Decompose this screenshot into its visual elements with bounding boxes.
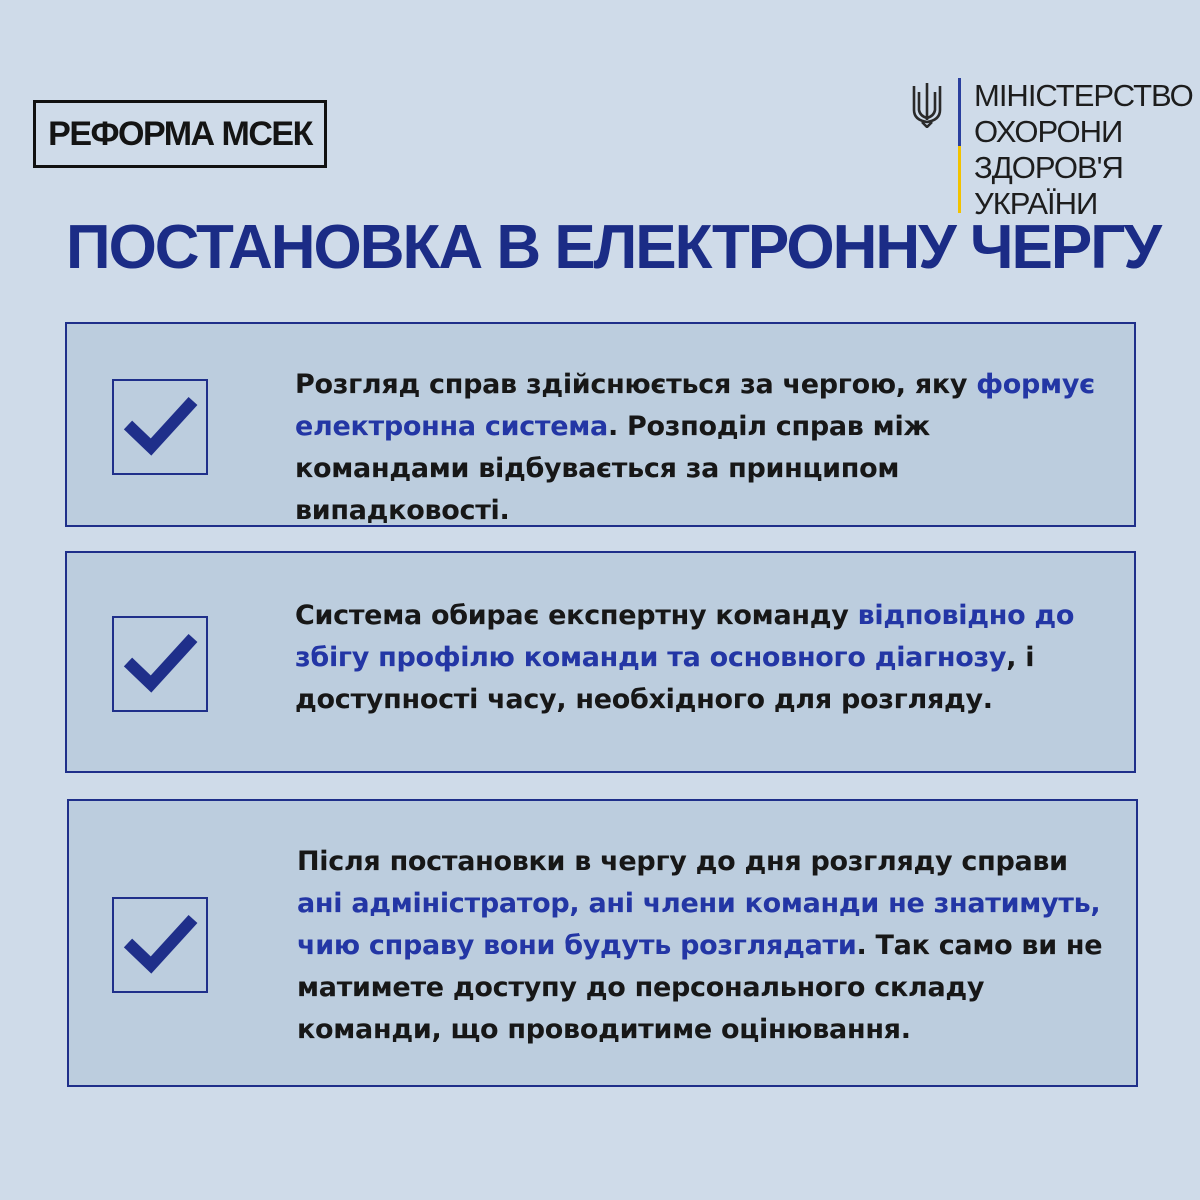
body-text: . Розподіл справ між командами відбувається за принципом випадковості. bbox=[295, 411, 930, 526]
body-text: . Так само ви не матимете доступу до персонального складу команди, що проводитиме оцінювання. bbox=[297, 930, 1103, 1045]
checkmark-icon bbox=[114, 618, 206, 710]
checkbox-frame bbox=[112, 616, 208, 712]
trident-icon bbox=[910, 80, 944, 128]
checkmark-icon bbox=[114, 899, 206, 991]
ministry-name-line: МІНІСТЕРСТВО bbox=[974, 78, 1193, 113]
card-text bbox=[295, 595, 1104, 721]
body-text: Розгляд справ здійснюється за чергою, яку bbox=[295, 369, 977, 400]
page-title: ПОСТАНОВКА В ЕЛЕКТРОННУ ЧЕРГУ bbox=[66, 213, 1160, 282]
highlighted-text: відповідно до збігу профілю команди та основного діагнозу bbox=[295, 600, 1075, 673]
body-text: Після постановки в чергу до дня розгляду справи bbox=[297, 846, 1068, 877]
card-text bbox=[297, 841, 1106, 1051]
checkmark-icon bbox=[114, 381, 206, 473]
body-text: , і доступності часу, необхідного для розгляду. bbox=[295, 642, 1035, 715]
checkbox-frame bbox=[112, 897, 208, 993]
highlighted-text: формує електронна система bbox=[295, 369, 1095, 442]
ministry-name-line: ЗДОРОВ'Я bbox=[974, 150, 1123, 185]
card-text bbox=[295, 364, 1104, 532]
logo-divider-yellow bbox=[958, 146, 961, 213]
ministry-name bbox=[974, 78, 1193, 222]
topic-tag-label: РЕФОРМА МСЕК bbox=[48, 114, 312, 153]
logo-divider-blue bbox=[958, 78, 961, 146]
info-card bbox=[65, 551, 1136, 773]
ministry-logo bbox=[908, 78, 1193, 221]
ministry-name-line: ОХОРОНИ bbox=[974, 114, 1123, 149]
info-card bbox=[65, 322, 1136, 527]
topic-tag bbox=[33, 100, 327, 168]
highlighted-text: ані адміністратор, ані члени команди не знатимуть, чию справу вони будуть розглядати bbox=[297, 888, 1101, 961]
body-text: Система обирає експертну команду bbox=[295, 600, 858, 631]
ministry-name-line: УКРАЇНИ bbox=[974, 186, 1098, 221]
info-card bbox=[67, 799, 1138, 1087]
checkbox-frame bbox=[112, 379, 208, 475]
